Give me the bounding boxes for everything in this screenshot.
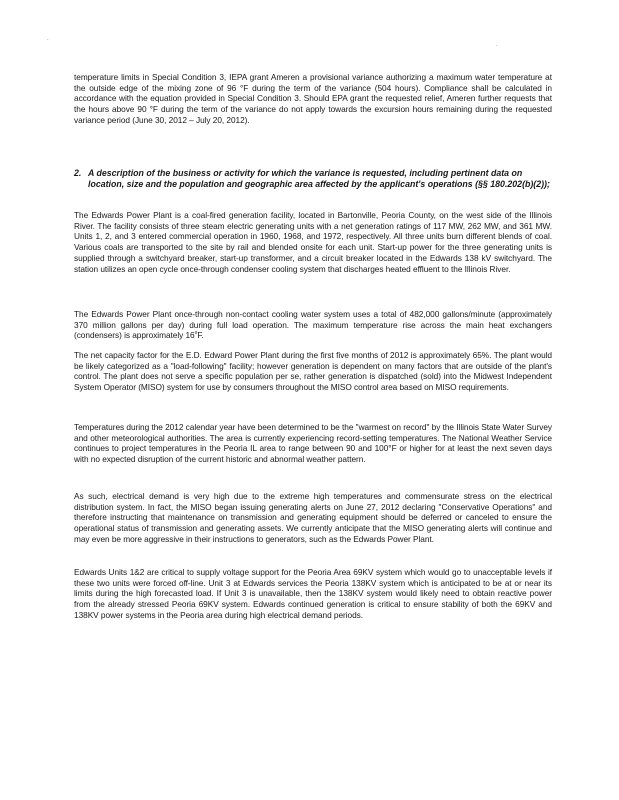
paragraph-temperatures: Temperatures during the 2012 calendar year have been determined to be the "warmest on record" by the Illinois State Water Survey and other meteorological authorities. The area is currently experiencing record-setting temperatures. The National Weather Service continues to project temperatures in the Peoria IL area to range between 90 and 100°F or higher for at least the next seven days with no expected disruption of the current historic and abnormal weather pattern. [74,422,552,465]
paragraph-cooling-text: The Edwards Power Plant once-through non-contact cooling water system uses a total of 482,000 gallons/minute (approximately 370 million gallons per day) during full load operation. The maximum temperature rise across the main heat exchangers (condensers) is approximately 16 [74,309,552,341]
scan-mark: . [47,36,49,42]
section-heading-text: A description of the business or activity for which the variance is requested, including pertinent data on location, size and the population and geographic area affected by the applicant's operations (§§ 180.202(b)(2)); [88,168,550,189]
section-number: 2. [74,168,82,178]
paragraph-plant-description: The Edwards Power Plant is a coal-fired generation facility, located in Bartonville, Peoria County, on the west side of the Illinois River. The facility consists of three steam electric generating units with a net generation ratings of 117 MW, 262 MW, and 361 MW. Units 1, 2, and 3 entered commercial operation in 1960, 1968, and 1972, respectively. All three units burn different blends of coal. Various coals are transported to the site by rail and blended onsite for each unit. Start-up power for the three generating units is supplied through a switchyard breaker, start-up transformer, and a circuit breaker located in the Edwards 138 kV switchyard. The station utilizes an open cycle once-through condenser cooling system that discharges heated effluent to the Illinois River. [74,210,552,274]
paragraph-unit-support: Edwards Units 1&2 are critical to supply voltage support for the Peoria Area 69KV system which would go to unacceptable levels if these two units were forced off-line. Unit 3 at Edwards services the Peoria 138KV system which is anticipated to be at or near its limits during the high forecasted load. If Unit 3 is unavailable, then the 138KV system would likely need to obtain reactive power from the already stressed Peoria 69KV system. Edwards continued generation is critical to ensure stability of both the 69KV and 138KV power systems in the Peoria area during high electrical demand periods. [74,567,552,620]
intro-paragraph: temperature limits in Special Condition 3, IEPA grant Ameren a provisional variance authorizing a maximum water temperature at the outside edge of the mixing zone of 96 °F during the term of the variance (504 hours). Compliance shall be calculated in accordance with the equation provided in Special Condition 3. Should EPA grant the requested relief, Ameren further requests that the hours above 90 °F during the term of the variance do not apply towards the excursion hours remaining during the requested variance period (June 30, 2012 – July 20, 2012). [74,72,552,125]
paragraph-cooling-unit: F. [197,330,204,341]
scan-mark: . [496,42,498,48]
degree-superscript: o [194,330,198,337]
section-heading [74,168,552,190]
paragraph-cooling-system [74,309,552,341]
paragraph-electrical-demand: As such, electrical demand is very high due to the extreme high temperatures and commensurate stress on the electrical distribution system. In fact, the MISO began issuing generating alerts on June 27, 2012 declaring "Conservative Operations" and therefore instructing that maintenance on transmission and generating equipment should be deferred or canceled to ensure the operational status of transmission and generating assets. We currently anticipate that the MISO generating alerts will continue and may even be more aggressive in their instructions to generators, such as the Edwards Power Plant. [74,491,552,544]
paragraph-capacity-factor: The net capacity factor for the E.D. Edward Power Plant during the first five months of 2012 is approximately 65%. The plant would be likely categorized as a "load-following" facility; however generation is dependent on many factors that are outside of the plant's control. The plant does not serve a specific population per se, rather generation is dispatched (sold) into the Midwest Independent System Operator (MISO) system for use by consumers throughout the MISO control area based on MISO requirements. [74,350,552,393]
